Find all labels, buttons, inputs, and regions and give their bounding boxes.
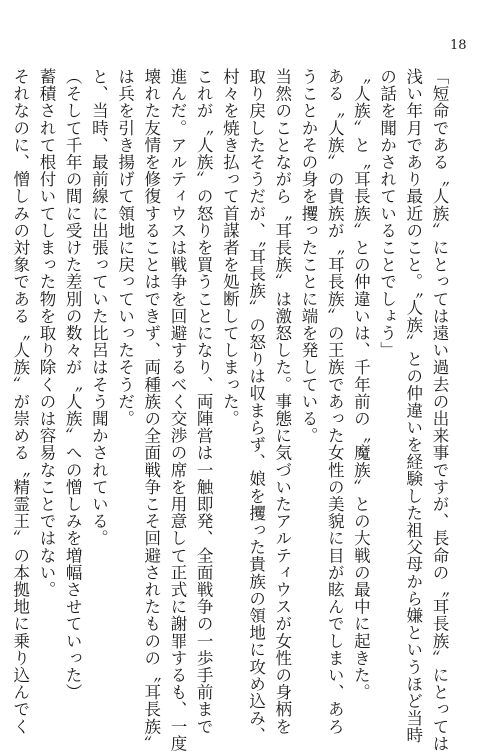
text-line: 取り戻したそうだが、〝耳長族〟の怒りは収まらず、娘を攫った貴族の領地に攻め込み、	[246, 68, 266, 744]
text-line: 壊れた友情を修復することはできず、両種族の全面戦争こそ回避されたものの〝耳長族〟	[141, 68, 161, 752]
text-line: ある〝人族〟の貴族が〝耳長族〟の王族であった女性の美貌に目が眩んでしまい、あろ	[325, 68, 345, 735]
text-line: これが〝人族〟の怒りを買うことになり、両陣営は一触即発、全面戦争の一歩手前まで	[194, 68, 214, 735]
text-line: （そして千年の間に受けた差別の数々が〝人族〟への憎しみを増幅させていった）	[63, 68, 83, 701]
page-number: 18	[450, 38, 467, 53]
text-line: 蓄積されて根付いてしまった物を取り除くのは容易なことではない。	[36, 68, 56, 599]
text-line: は兵を引き揚げて領地に戻っていったそうだ。	[115, 68, 135, 428]
text-line: 村々を焼き払って首謀者を処断してしまった。	[220, 68, 240, 428]
text-line: うことかその身を攫ったことに端を発している。	[298, 68, 318, 445]
text-line: それなのに、憎しみの対象である〝人族〟が崇める〝精霊王〟の本拠地に乗り込んでく	[10, 68, 30, 735]
text-line: の話を聞かされていることでしょう」	[377, 68, 397, 359]
text-line: と、当時、最前線に出張っていた比呂はそう聞かされている。	[89, 68, 109, 547]
text-line: 当然のことながら〝耳長族〟は激怒した。事態に気づいたアルティウスが女性の身柄を	[272, 68, 292, 735]
text-line: 「短命である〝人族〟にとっては遠い過去の出来事ですが、長命の〝耳長族〟にとっては	[430, 68, 449, 752]
text-line: 浅い年月であり最近のこと。〝人族〟との仲違いを経験した祖父母から嫌というほど当時	[403, 68, 423, 744]
text-line: 〝人族〟と〝耳長族〟との仲違いは、千年前の〝魔族〟との大戦の最中に起きた。	[351, 68, 371, 701]
text-line: 進んだ。アルティウスは戦争を回避するべく交渉の席を用意して正式に謝罪するも、一度	[167, 68, 187, 752]
vertical-text-body	[7, 68, 452, 752]
